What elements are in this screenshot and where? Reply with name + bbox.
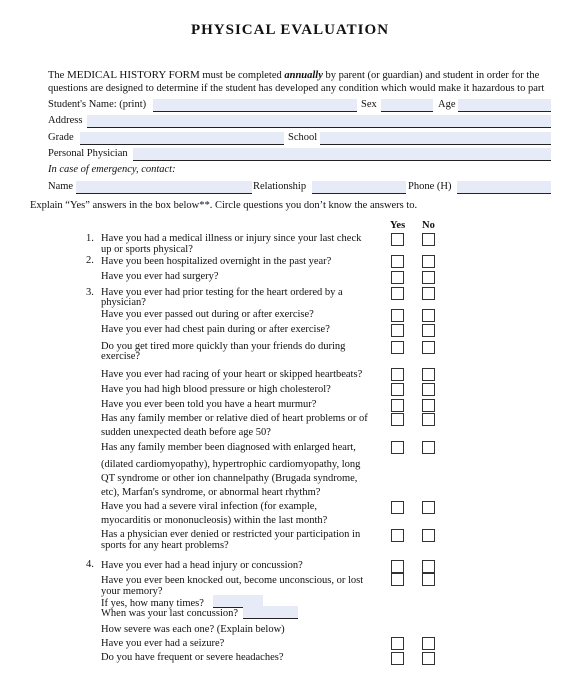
yes-checkbox[interactable] [391,309,404,322]
address-label: Address [48,115,83,126]
age-field[interactable] [458,99,551,112]
question-text: myocarditis or mononucleosis) within the last month? [101,515,328,526]
yes-checkbox[interactable] [391,637,404,650]
question-text: Has a physician ever denied or restricted your participation in [101,529,361,540]
question-text: Have you had a medical illness or injury since your last check [101,233,362,244]
yes-checkbox[interactable] [391,287,404,300]
no-checkbox[interactable] [422,413,435,426]
no-checkbox[interactable] [422,501,435,514]
physician-field[interactable] [133,148,551,161]
yes-checkbox[interactable] [391,413,404,426]
question-text: sports for any heart problems? [101,540,229,551]
question-text: Have you ever had prior testing for the heart ordered by a [101,287,343,298]
question-text: Have you ever had racing of your heart or skipped heartbeats? [101,369,363,380]
question-text: Have you ever been knocked out, become unconscious, or lost [101,575,364,586]
no-checkbox[interactable] [422,233,435,246]
question-text: When was your last concussion? [101,608,239,619]
question-text: Have you been hospitalized overnight in the past year? [101,256,332,267]
yes-checkbox[interactable] [391,324,404,337]
intro-text: The [48,70,67,81]
question-text: exercise? [101,351,141,362]
yes-checkbox[interactable] [391,368,404,381]
intro-annually: annually [284,70,323,81]
question-text: Have you ever had a head injury or concussion? [101,560,303,571]
question-text: QT syndrome or other ion channelpathy (Brugada syndrome, [101,473,358,484]
no-checkbox[interactable] [422,652,435,665]
yes-checkbox[interactable] [391,399,404,412]
no-checkbox[interactable] [422,529,435,542]
yes-checkbox[interactable] [391,560,404,573]
yes-checkbox[interactable] [391,501,404,514]
no-checkbox[interactable] [422,271,435,284]
no-checkbox[interactable] [422,324,435,337]
intro-line-2: questions are designed to determine if the student has developed any condition which would make it hazardous to part [48,83,545,94]
intro-line-1 [48,69,539,82]
intro-form-name: MEDICAL HISTORY FORM [66,69,200,81]
last-concussion-field[interactable] [243,606,298,619]
question-text: Have you ever passed out during or after exercise? [101,309,314,320]
yes-checkbox[interactable] [391,341,404,354]
phone-label: Phone (H) [408,181,452,192]
question-text: Have you ever had chest pain during or after exercise? [101,324,330,335]
question-text: sudden unexpected death before age 50? [101,427,271,438]
question-text: your memory? [101,586,163,597]
yes-checkbox[interactable] [391,573,404,586]
student-name-label: Student's Name: (print) [48,99,147,110]
contact-name-field[interactable] [76,181,252,194]
school-field[interactable] [320,132,551,145]
question-text: physician? [101,297,146,308]
school-label: School [288,132,318,143]
phone-field[interactable] [457,181,551,194]
emergency-label: In case of emergency, contact: [48,164,176,175]
no-checkbox[interactable] [422,287,435,300]
sex-field[interactable] [381,99,433,112]
yes-header: Yes [390,220,406,231]
sex-label: Sex [361,99,377,110]
question-text: Has any family member or relative died of heart problems or of [101,413,368,424]
no-checkbox[interactable] [422,637,435,650]
relationship-field[interactable] [312,181,406,194]
no-checkbox[interactable] [422,399,435,412]
yes-checkbox[interactable] [391,271,404,284]
question-text: Have you ever had surgery? [101,271,219,282]
question-text: up or sports physical? [101,244,193,255]
question-text: Have you had high blood pressure or high cholesterol? [101,384,331,395]
grade-label: Grade [48,132,74,143]
grade-field[interactable] [80,132,284,145]
yes-checkbox[interactable] [391,441,404,454]
no-checkbox[interactable] [422,255,435,268]
yes-checkbox[interactable] [391,233,404,246]
yes-checkbox[interactable] [391,529,404,542]
no-checkbox[interactable] [422,441,435,454]
relationship-label: Relationship [253,181,307,192]
yes-checkbox[interactable] [391,255,404,268]
question-text: If yes, how many times? [101,598,204,609]
question-number: 1. [86,233,94,244]
question-text: Has any family member been diagnosed with enlarged heart, [101,442,356,453]
no-checkbox[interactable] [422,309,435,322]
no-header: No [422,220,435,231]
no-checkbox[interactable] [422,383,435,396]
page-title: PHYSICAL EVALUATION [190,22,390,38]
intro-text: by parent (or guardian) and student in order for the [322,70,540,81]
question-number: 3. [86,287,94,298]
question-text: Have you had a severe viral infection (for example, [101,501,318,512]
age-label: Age [438,99,456,110]
no-checkbox[interactable] [422,341,435,354]
question-text: Do you have frequent or severe headaches? [101,652,284,663]
yes-checkbox[interactable] [391,383,404,396]
question-text: (dilated cardiomyopathy), hypertrophic cardiomyopathy, long [101,459,361,470]
question-text: Have you ever been told you have a heart murmur? [101,399,317,410]
no-checkbox[interactable] [422,560,435,573]
question-text: Have you ever had a seizure? [101,638,225,649]
no-checkbox[interactable] [422,368,435,381]
yes-checkbox[interactable] [391,652,404,665]
contact-name-label: Name [48,181,74,192]
question-text: How severe was each one? (Explain below) [101,624,285,635]
student-name-field[interactable] [153,99,357,112]
question-text: etc), Marfan's syndrome, or abnormal heart rhythm? [101,487,321,498]
explain-instructions: Explain “Yes” answers in the box below**. Circle questions you don’t know the answers to. [30,200,418,211]
no-checkbox[interactable] [422,573,435,586]
question-number: 2. [86,255,94,266]
intro-text: must be completed [199,70,285,81]
physician-label: Personal Physician [48,148,128,159]
question-number: 4. [86,559,94,570]
question-text: Do you get tired more quickly than your friends do during [101,341,346,352]
address-field[interactable] [87,115,551,128]
